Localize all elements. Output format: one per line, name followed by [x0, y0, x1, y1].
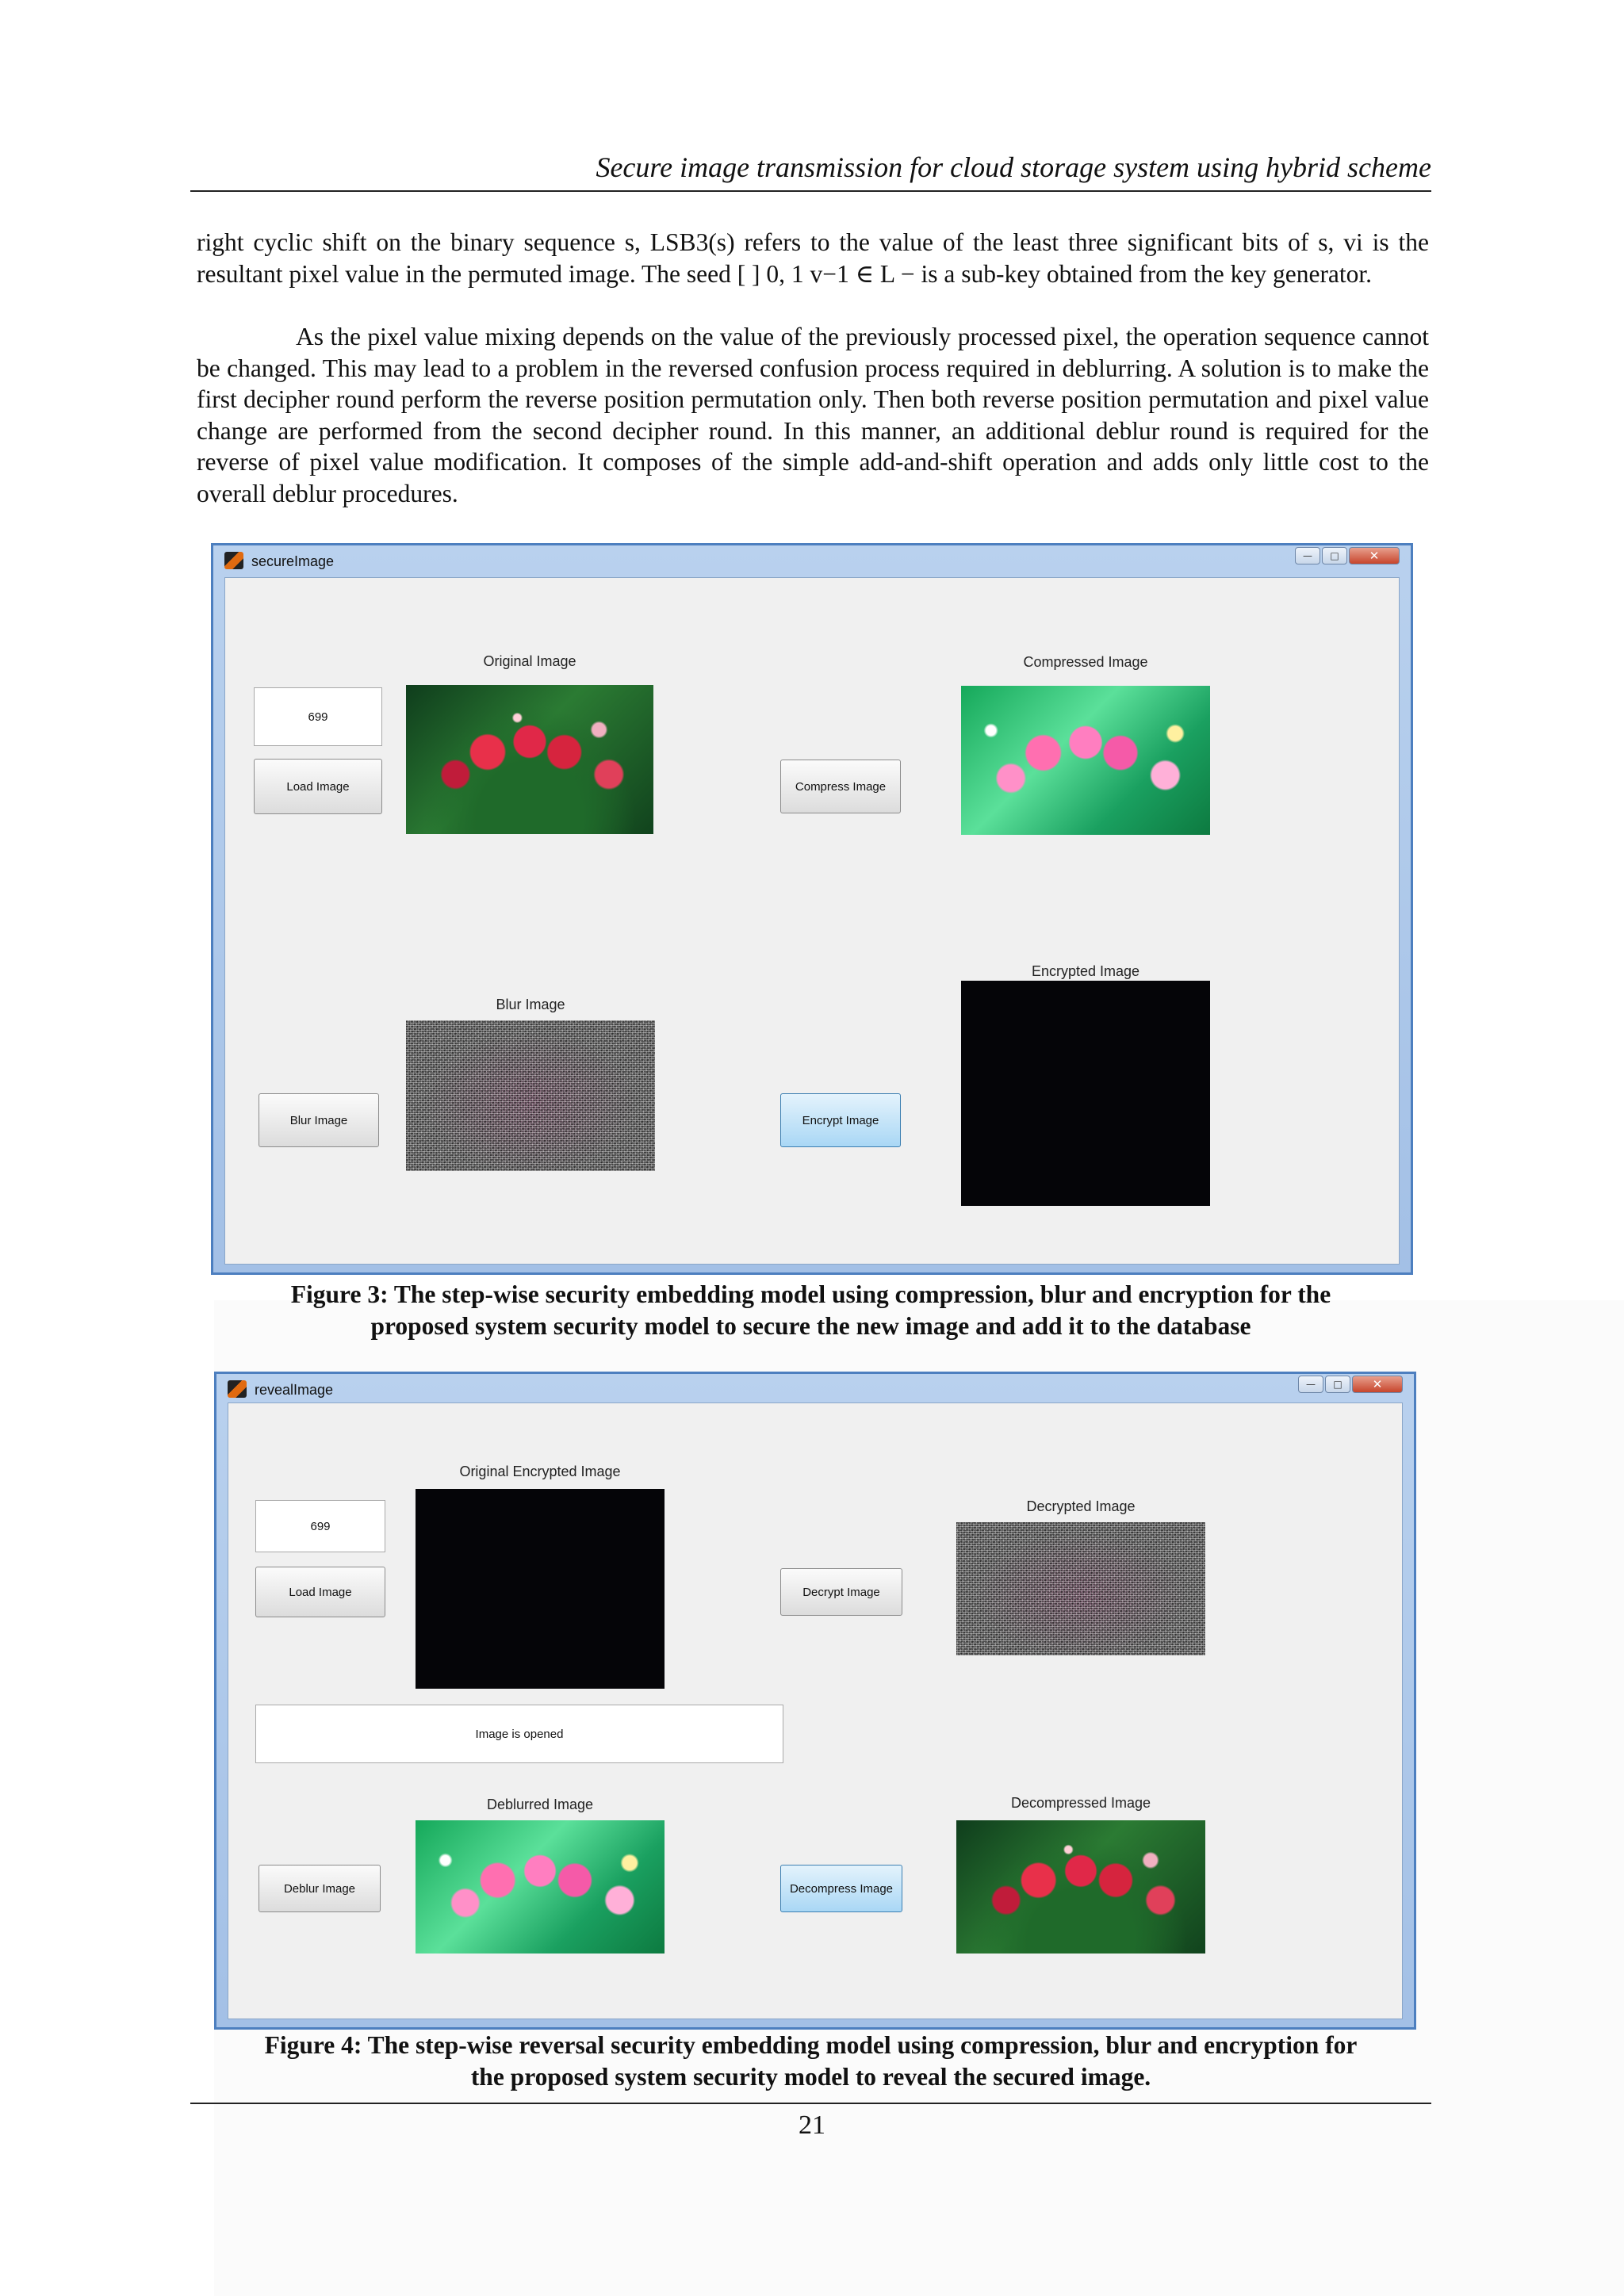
- encrypted-image: [961, 981, 1210, 1206]
- decrypted-image: [956, 1522, 1205, 1655]
- original-encrypted-image: [416, 1489, 665, 1689]
- decompressed-image-label: Decompressed Image: [1010, 1795, 1151, 1811]
- figure4-window: [214, 1372, 1416, 2030]
- decompressed-image: [956, 1820, 1205, 1954]
- key-field[interactable]: 699: [255, 1500, 385, 1552]
- window-client-area: [228, 1402, 1403, 2019]
- matlab-icon: [224, 552, 243, 569]
- page-number: 21: [799, 2110, 825, 2140]
- window-controls: [1298, 1376, 1403, 1393]
- close-icon[interactable]: ✕: [1349, 547, 1400, 564]
- deblurred-image-label: Deblurred Image: [486, 1797, 594, 1812]
- decompress-image-button[interactable]: Decompress Image: [780, 1865, 902, 1912]
- decrypt-image-button[interactable]: Decrypt Image: [780, 1568, 902, 1616]
- body-paragraph-2: As the pixel value mixing depends on the value of the previously processed pixel, the operation sequence cannot be changed. This may lead to a problem in the reversed confusion process required in deblurring. A solution is to make the first decipher round perform the reverse position permutation only. Then both reverse position permutation and pixel value change are performed from the second decipher round. In this manner, an additional deblur round is required for the reverse of pixel value modification. It composes of the simple add-and-shift operation and adds only little cost to the overall deblur procedures.: [197, 323, 1429, 507]
- window-title: secureImage: [251, 553, 335, 569]
- minimize-icon[interactable]: —: [1295, 547, 1320, 564]
- matlab-icon: [228, 1380, 247, 1398]
- window-client-area: [224, 577, 1400, 1265]
- status-field: Image is opened: [255, 1705, 783, 1763]
- minimize-icon[interactable]: —: [1298, 1376, 1323, 1393]
- deblur-image-button[interactable]: Deblur Image: [259, 1865, 381, 1912]
- maximize-icon[interactable]: □: [1325, 1376, 1350, 1393]
- figure4-caption-line2: the proposed system security model to reveal the secured image.: [470, 2063, 1151, 2091]
- footer-rule: [190, 2103, 1431, 2104]
- figure3-caption-line1: Figure 3: The step-wise security embedding model using compression, blur and encryption for the: [290, 1280, 1331, 1308]
- blur-image-label: Blur Image: [496, 997, 565, 1012]
- window-controls: [1295, 547, 1400, 564]
- original-image-label: Original Image: [483, 653, 576, 669]
- encrypt-image-button[interactable]: Encrypt Image: [780, 1093, 901, 1147]
- compressed-image-label: Compressed Image: [1023, 654, 1148, 670]
- encrypted-image-label: Encrypted Image: [1031, 963, 1140, 979]
- body-paragraph-1: right cyclic shift on the binary sequence s, LSB3(s) refers to the value of the least three significant bits of s, vi is the resultant pixel value in the permuted image. The seed [ ] 0, 1 v−1 ∈ L − is a sub-key obtained from the key generator.: [197, 228, 1429, 288]
- compressed-image: [961, 686, 1210, 835]
- window-title: revealImage: [255, 1382, 334, 1398]
- decrypted-image-label: Decrypted Image: [1026, 1498, 1136, 1514]
- figure3-caption-line2: proposed system security model to secure the new image and add it to the database: [370, 1312, 1251, 1340]
- blur-image: [406, 1020, 655, 1171]
- load-image-button[interactable]: Load Image: [254, 759, 382, 814]
- compress-image-button[interactable]: Compress Image: [780, 760, 901, 813]
- load-image-button[interactable]: Load Image: [255, 1567, 385, 1617]
- close-icon[interactable]: ✕: [1352, 1376, 1403, 1393]
- figure4-caption-line1: Figure 4: The step-wise reversal security embedding model using compression, blur and encryption for: [264, 2031, 1358, 2059]
- maximize-icon[interactable]: □: [1322, 547, 1347, 564]
- original-image: [406, 685, 653, 834]
- key-field[interactable]: 699: [254, 687, 382, 746]
- figure3-window: [211, 543, 1413, 1275]
- header-rule: [190, 190, 1431, 192]
- blur-image-button[interactable]: Blur Image: [259, 1093, 379, 1147]
- deblurred-image: [416, 1820, 665, 1954]
- original-encrypted-image-label: Original Encrypted Image: [459, 1464, 621, 1479]
- running-header: Secure image transmission for cloud storage system using hybrid scheme: [596, 151, 1431, 183]
